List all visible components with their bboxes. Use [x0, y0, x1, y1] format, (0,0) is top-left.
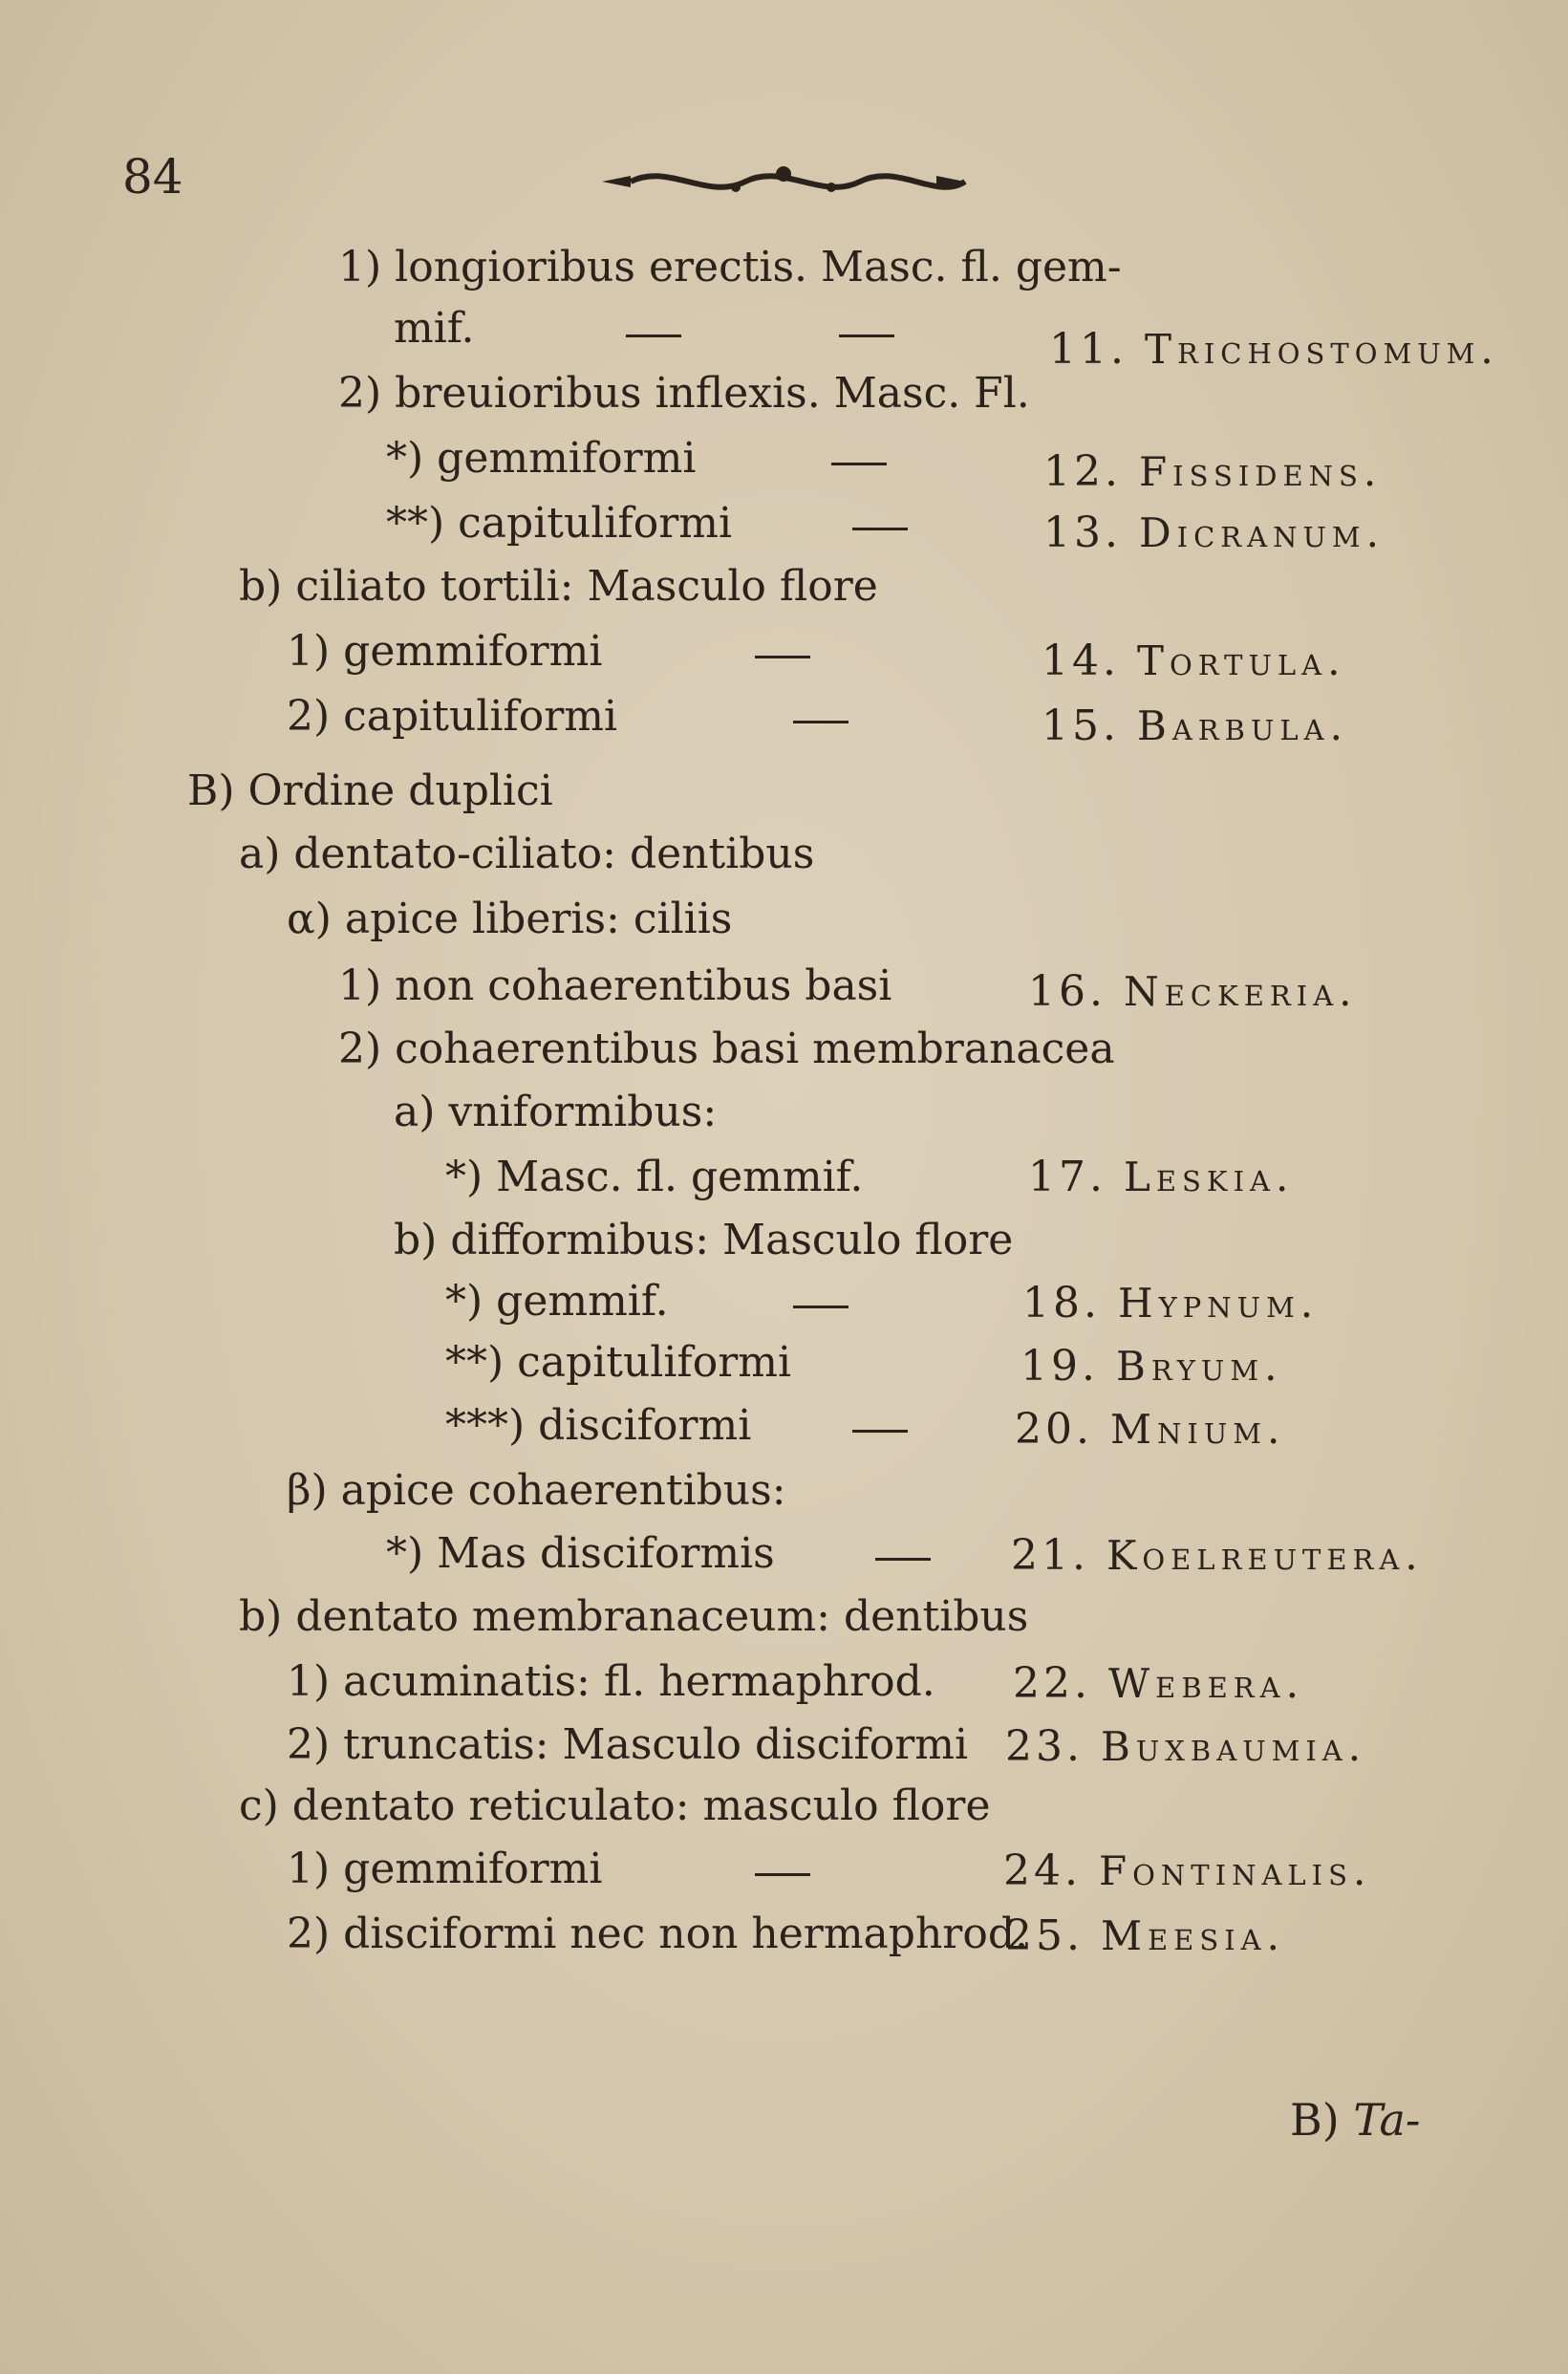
genus-name: Neckeria. [1123, 968, 1358, 1015]
genus-name: Tortula. [1136, 637, 1346, 684]
dash-rule [852, 528, 908, 530]
genus-number: 23. [1005, 1722, 1084, 1771]
ornament-icon [592, 153, 975, 210]
text-line: 1) gemmiformi [287, 627, 603, 676]
genus-number: 16. [1028, 967, 1106, 1016]
genus-number: 22. [1013, 1659, 1091, 1708]
text-line: 2) breuioribus inflexis. Masc. Fl. [338, 369, 1030, 418]
genus-entry [1043, 508, 1385, 557]
genus-entry [1011, 1531, 1424, 1580]
text-line: a) dentato-ciliato: dentibus [239, 830, 815, 878]
text-line: mif. [394, 304, 475, 353]
page-number: 84 [122, 149, 183, 205]
dash-rule [831, 463, 887, 465]
text-line: 1) gemmiformi [287, 1845, 603, 1893]
genus-number: 24. [1003, 1846, 1082, 1895]
genus-entry [1022, 1279, 1320, 1327]
dash-rule [793, 721, 848, 723]
dash-rule [852, 1430, 908, 1433]
text-line: *) gemmiformi [386, 434, 697, 483]
text-line: **) capituliformi [445, 1338, 792, 1387]
text-line: *) Masc. fl. gemmif. [445, 1153, 864, 1201]
text-line: **) capituliformi [386, 499, 733, 548]
text-line: 2) cohaerentibus basi membranacea [338, 1025, 1115, 1073]
text-line: 2) disciformi nec non hermaphrod. [287, 1910, 1028, 1958]
genus-name: Bryum. [1115, 1343, 1283, 1390]
genus-number: 13. [1043, 508, 1122, 557]
genus-entry [1042, 637, 1346, 685]
genus-number: 14. [1042, 637, 1120, 685]
genus-entry [1049, 325, 1499, 374]
genus-name: Hypnum. [1117, 1280, 1320, 1327]
genus-entry [1042, 701, 1348, 750]
text-line: 1) acuminatis: fl. hermaphrod. [287, 1657, 935, 1706]
genus-entry [1005, 1722, 1367, 1771]
genus-name: Fissidens. [1138, 448, 1383, 495]
text-line: b) ciliato tortili: Masculo flore [239, 562, 878, 611]
genus-name: Barbula. [1136, 702, 1348, 749]
genus-number: 21. [1011, 1531, 1089, 1580]
genus-entry [1005, 1911, 1285, 1960]
dash-rule [875, 1558, 931, 1561]
text-line: *) gemmif. [445, 1277, 669, 1326]
genus-number: 15. [1042, 701, 1120, 750]
genus-name: Koelreutera. [1106, 1532, 1424, 1579]
genus-entry [1015, 1405, 1286, 1454]
genus-name: Meesia. [1100, 1912, 1285, 1959]
dash-rule [793, 1306, 848, 1308]
genus-number: 18. [1022, 1279, 1101, 1327]
text-line: β) apice cohaerentibus: [287, 1466, 786, 1515]
catchword-right: Ta- [1353, 2094, 1421, 2146]
genus-entry [1028, 1153, 1295, 1201]
genus-entry [1013, 1659, 1304, 1708]
genus-number: 20. [1015, 1405, 1093, 1454]
catchword [1290, 2094, 1421, 2146]
genus-number: 12. [1043, 447, 1122, 496]
genus-number: 25. [1005, 1911, 1084, 1960]
genus-name: Fontinalis. [1098, 1847, 1372, 1894]
text-line: a) vniformibus: [394, 1088, 718, 1136]
catchword-left: B) [1290, 2094, 1340, 2146]
genus-name: Dicranum. [1138, 509, 1385, 556]
text-line: ***) disciformi [445, 1401, 752, 1450]
genus-number: 17. [1028, 1153, 1106, 1201]
genus-entry [1020, 1342, 1283, 1391]
text-line: c) dentato reticulato: masculo flore [239, 1781, 991, 1830]
genus-name: Trichostomum. [1144, 326, 1499, 373]
genus-number: 19. [1020, 1342, 1099, 1391]
dash-rule [626, 335, 681, 337]
genus-entry [1003, 1846, 1372, 1895]
dash-rule [839, 335, 894, 337]
genus-name: Webera. [1107, 1660, 1304, 1707]
text-line: 2) truncatis: Masculo disciformi [287, 1720, 969, 1769]
text-line: *) Mas disciformis [386, 1529, 775, 1578]
text-line: 1) non cohaerentibus basi [338, 961, 892, 1010]
text-line: α) apice liberis: ciliis [287, 895, 733, 943]
text-line: b) dentato membranaceum: dentibus [239, 1592, 1029, 1641]
dash-rule [755, 656, 810, 658]
dash-rule [755, 1873, 810, 1876]
genus-number: 11. [1049, 325, 1128, 374]
text-line: b) difformibus: Masculo flore [394, 1216, 1014, 1264]
text-line: B) Ordine duplici [187, 766, 553, 815]
genus-entry [1043, 447, 1383, 496]
genus-name: Mnium. [1109, 1406, 1286, 1453]
genus-name: Leskia. [1123, 1154, 1295, 1200]
text-line: 1) longioribus erectis. Masc. fl. gem- [338, 243, 1122, 291]
genus-entry [1028, 967, 1358, 1016]
text-line: 2) capituliformi [287, 692, 618, 741]
genus-name: Buxbaumia. [1100, 1723, 1367, 1770]
